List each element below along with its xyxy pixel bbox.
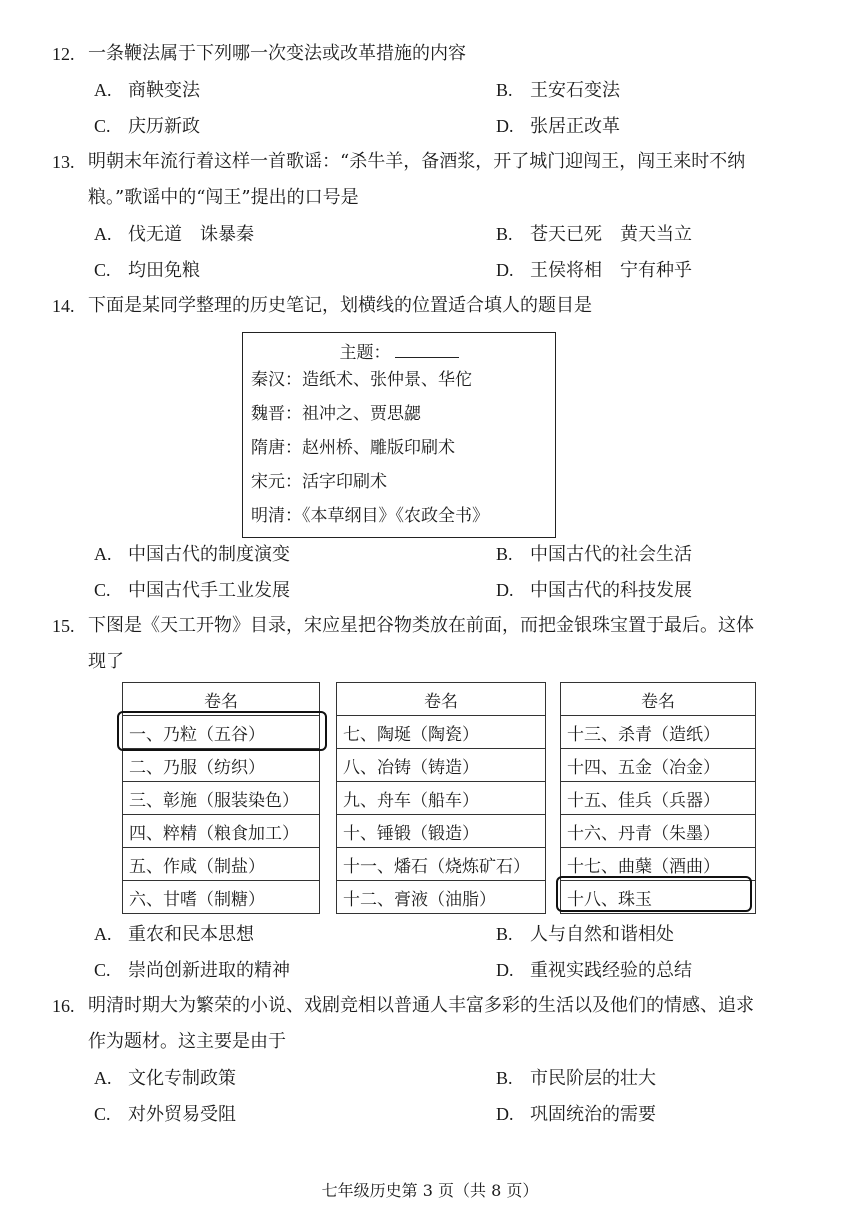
option-d[interactable]: D. 中国古代的科技发展 xyxy=(496,580,692,601)
question-stem: 明清时期大为繁荣的小说、戏剧竞相以普通人丰富多彩的生活以及他们的情感、追求 xyxy=(88,995,754,1016)
highlight-box-last xyxy=(556,876,752,912)
note-row: 秦汉：造纸术、张仲景、华佗 xyxy=(251,370,472,390)
option-a[interactable]: A. 中国古代的制度演变 xyxy=(94,544,290,565)
table-cell: 五、作咸（制盐） xyxy=(123,848,320,881)
option-c[interactable]: C. 均田免粮 xyxy=(94,260,200,281)
table-cell: 十七、曲蘖（酒曲） xyxy=(561,848,756,881)
option-c[interactable]: C. 庆历新政 xyxy=(94,116,200,137)
option-a[interactable]: A. 重农和民本思想 xyxy=(94,924,254,945)
option-c[interactable]: C. 中国古代手工业发展 xyxy=(94,580,290,601)
note-row: 隋唐：赵州桥、雕版印刷术 xyxy=(251,438,455,458)
table-cell: 十六、丹青（朱墨） xyxy=(561,815,756,848)
option-b[interactable]: B. 王安石变法 xyxy=(496,80,620,101)
question-stem-cont: 现了 xyxy=(88,651,124,672)
question-stem: 明朝末年流行着这样一首歌谣：“杀牛羊，备酒浆，开了城门迎闯王，闯王来时不纳 xyxy=(88,151,746,172)
table-cell: 十、锤锻（锻造） xyxy=(337,815,546,848)
highlight-box-first xyxy=(117,711,327,751)
table-header: 卷名 xyxy=(337,683,546,716)
question-stem-cont: 作为题材。这主要是由于 xyxy=(88,1031,286,1052)
table-cell: 十一、燔石（烧炼矿石） xyxy=(337,848,546,881)
option-d[interactable]: D. 巩固统治的需要 xyxy=(496,1104,656,1125)
option-b[interactable]: B. 苍天已死 黄天当立 xyxy=(496,224,692,245)
table-cell: 一、乃粒（五谷） xyxy=(123,716,320,749)
note-row: 明清：《本草纲目》《农政全书》 xyxy=(251,506,489,526)
option-a[interactable]: A. 伐无道 诛暴秦 xyxy=(94,224,254,245)
table-cell: 二、乃服（纺织） xyxy=(123,749,320,782)
table-cell: 十八、珠玉 xyxy=(561,881,756,914)
note-title: 主题： xyxy=(243,341,555,364)
option-b[interactable]: B. 市民阶层的壮大 xyxy=(496,1068,656,1089)
option-a[interactable]: A. 文化专制政策 xyxy=(94,1068,236,1089)
option-d[interactable]: D. 张居正改革 xyxy=(496,116,620,137)
option-c[interactable]: C. 对外贸易受阻 xyxy=(94,1104,236,1125)
question-number: 12. xyxy=(52,44,75,64)
note-row: 魏晋：祖冲之、贾思勰 xyxy=(251,404,421,424)
page-footer: 七年级历史第 3 页（共 8 页） xyxy=(321,1181,539,1200)
answer-blank xyxy=(395,341,459,358)
table-cell: 十四、五金（冶金） xyxy=(561,749,756,782)
option-b[interactable]: B. 人与自然和谐相处 xyxy=(496,924,674,945)
option-a[interactable]: A. 商鞅变法 xyxy=(94,80,200,101)
table-cell: 四、粹精（粮食加工） xyxy=(123,815,320,848)
question-number: 16. xyxy=(52,996,75,1016)
question-stem: 下面是某同学整理的历史笔记，划横线的位置适合填人的题目是 xyxy=(88,295,592,316)
question-number: 14. xyxy=(52,296,75,316)
question-number: 15. xyxy=(52,616,75,636)
table-header: 卷名 xyxy=(561,683,756,716)
question-stem: 下图是《天工开物》目录，宋应星把谷物类放在前面，而把金银珠宝置于最后。这体 xyxy=(88,615,754,636)
option-d[interactable]: D. 王侯将相 宁有种乎 xyxy=(496,260,692,281)
table-cell: 七、陶埏（陶瓷） xyxy=(337,716,546,749)
table-cell: 十五、佳兵（兵器） xyxy=(561,782,756,815)
history-note-box xyxy=(242,332,556,538)
table-cell: 十二、膏液（油脂） xyxy=(337,881,546,914)
table-cell: 九、舟车（船车） xyxy=(337,782,546,815)
catalog-table-2 xyxy=(336,682,546,914)
option-b[interactable]: B. 中国古代的社会生活 xyxy=(496,544,692,565)
option-d[interactable]: D. 重视实践经验的总结 xyxy=(496,960,692,981)
table-cell: 八、冶铸（铸造） xyxy=(337,749,546,782)
table-header: 卷名 xyxy=(123,683,320,716)
question-stem: 一条鞭法属于下列哪一次变法或改革措施的内容 xyxy=(88,43,466,64)
table-cell: 十三、杀青（造纸） xyxy=(561,716,756,749)
table-cell: 三、彰施（服装染色） xyxy=(123,782,320,815)
table-cell: 六、甘嗜（制糖） xyxy=(123,881,320,914)
question-stem-cont: 粮。”歌谣中的“闯王”提出的口号是 xyxy=(88,187,359,208)
option-c[interactable]: C. 崇尚创新进取的精神 xyxy=(94,960,290,981)
question-number: 13. xyxy=(52,152,75,172)
note-row: 宋元：活字印刷术 xyxy=(251,472,387,492)
